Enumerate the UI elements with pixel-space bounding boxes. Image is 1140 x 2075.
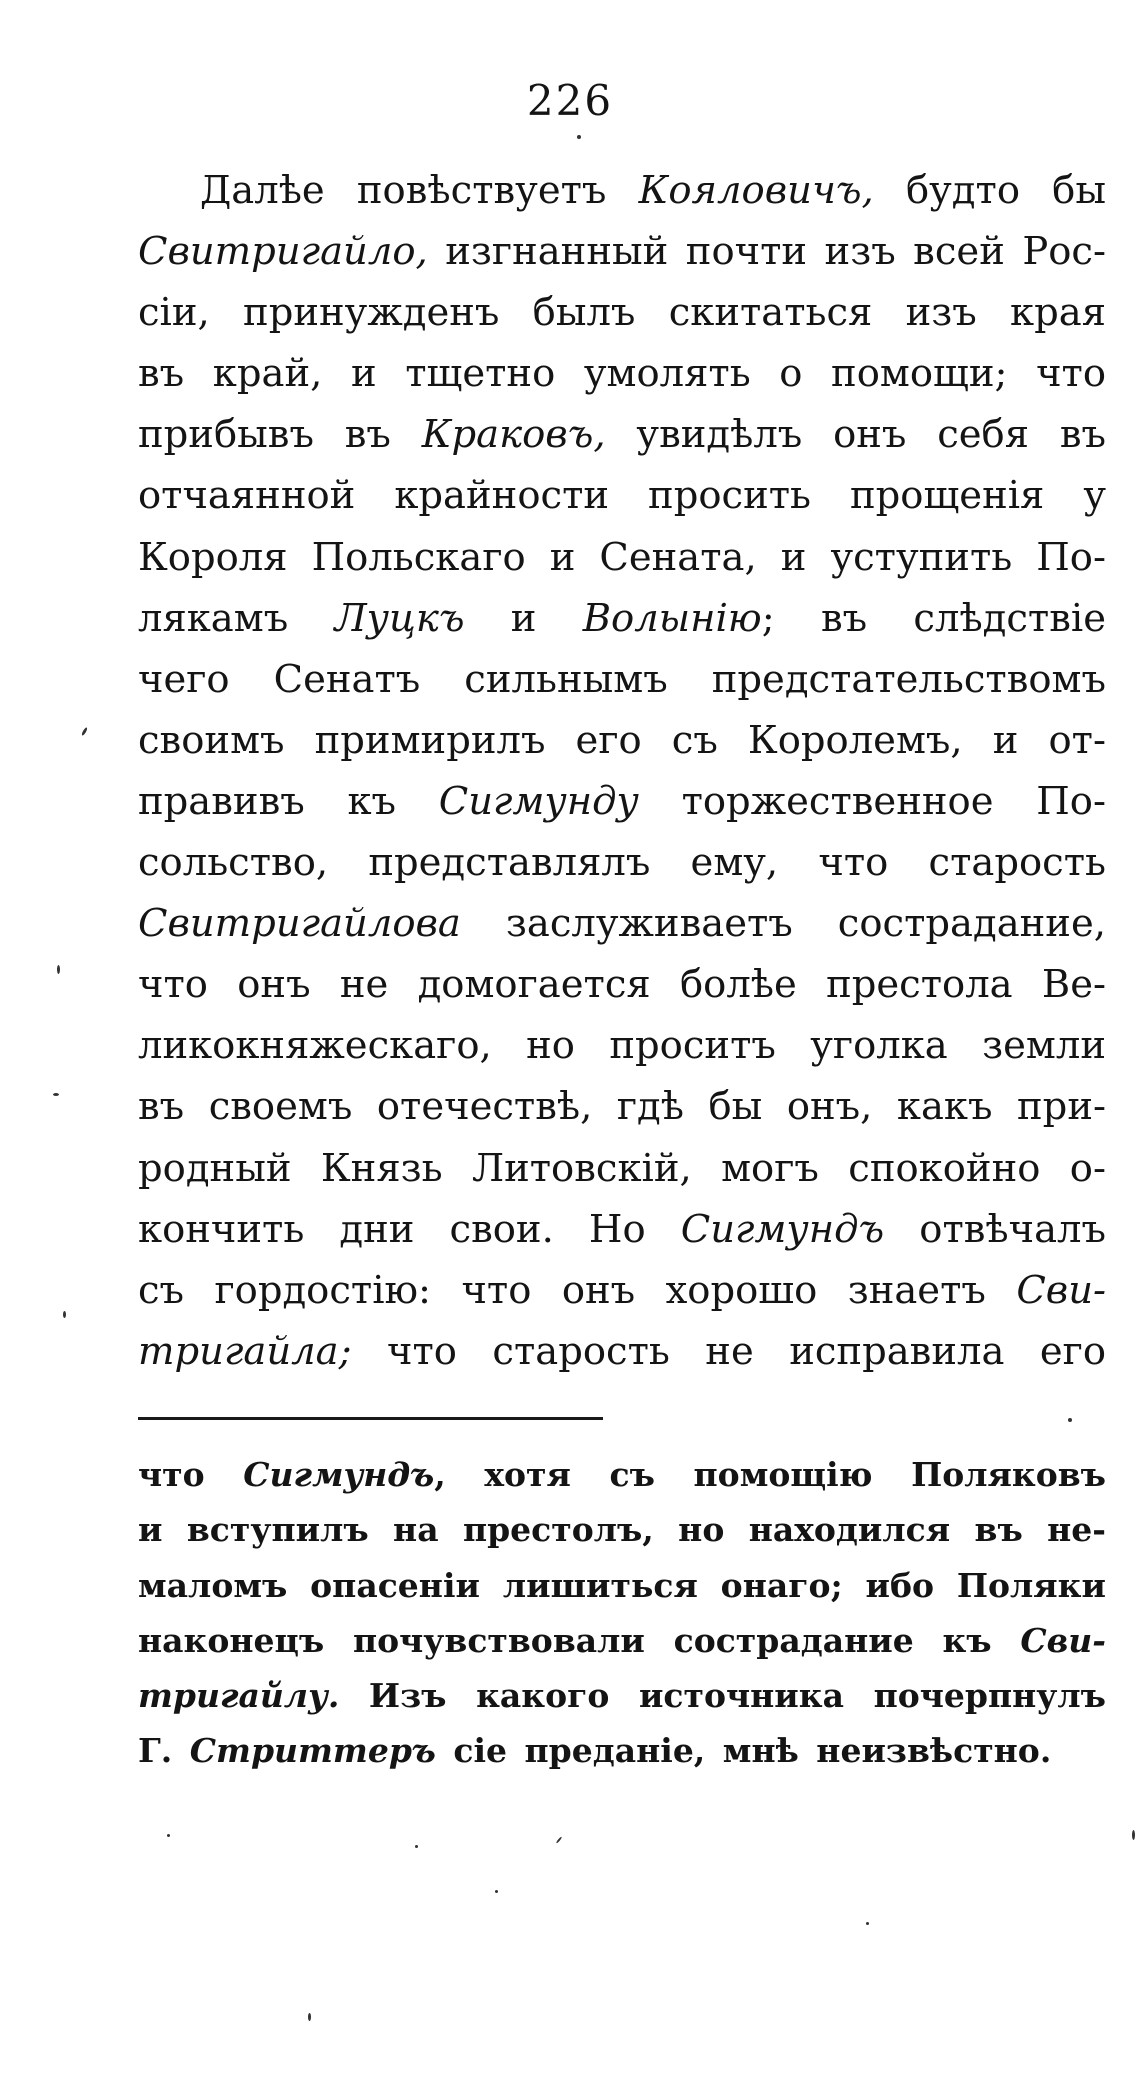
text-run: отчаянной крайности просить прощенія у <box>138 473 1106 519</box>
body-line <box>138 1076 1106 1137</box>
text-run: своимъ примирилъ его съ Королемъ, и от- <box>138 717 1106 763</box>
body-line <box>138 1321 1106 1382</box>
text-run: что <box>138 1455 244 1494</box>
footnote-line <box>138 1558 1106 1613</box>
body-line <box>138 832 1106 893</box>
text-run: Далѣе повѣствуетъ <box>200 168 639 213</box>
body-line <box>138 893 1106 954</box>
body-line <box>138 588 1106 649</box>
print-speck <box>495 1890 498 1893</box>
print-speck <box>866 1922 869 1925</box>
text-run: Г. <box>138 1731 190 1771</box>
text-run: сіе преданіе, мнѣ неизвѣстно. <box>435 1731 1052 1771</box>
print-speck <box>308 2013 311 2021</box>
body-line <box>138 404 1106 465</box>
footnote-line <box>138 1613 1106 1668</box>
text-run: прибывъ въ <box>138 412 422 458</box>
text-run: наконецъ почувствовали сострадание къ <box>138 1620 1021 1660</box>
body-line <box>138 771 1106 832</box>
body-line <box>138 221 1106 282</box>
italic-name: Сигмунду <box>438 778 639 824</box>
text-run: торжественное По- <box>638 778 1106 824</box>
footnote-line <box>138 1447 1106 1502</box>
text-run: родный Князь Литовскій, могъ спокойно о- <box>138 1145 1106 1191</box>
body-line <box>138 710 1106 771</box>
italic-name: Стриттеръ <box>189 1731 436 1771</box>
print-speck <box>81 727 88 736</box>
italic-name: Сигмундъ <box>243 1455 435 1494</box>
body-line <box>138 527 1106 588</box>
body-line <box>138 649 1106 710</box>
footnote-line <box>138 1502 1106 1557</box>
text-run: въ край, и тщетно умолять о помощи; что <box>138 351 1106 397</box>
text-run: что старость не исправила его <box>351 1328 1106 1374</box>
italic-name: Краковъ, <box>421 412 606 458</box>
text-run: маломъ опасеніи лишиться онаго; ибо Поляки <box>138 1565 1106 1605</box>
body-line <box>138 465 1106 526</box>
body-line <box>138 1199 1106 1260</box>
body-line <box>138 1138 1106 1199</box>
text-run: будто бы <box>873 168 1106 213</box>
text-run: и вступилъ на престолъ, но находился въ не- <box>138 1510 1106 1550</box>
italic-name: Сви- <box>1020 1620 1106 1660</box>
print-speck <box>57 965 60 974</box>
text-run: съ гордостію: что онъ хорошо знаетъ <box>138 1267 1017 1313</box>
main-text <box>138 160 1106 1382</box>
page-number: 226 <box>526 76 614 125</box>
text-run: кончить дни свои. Но <box>138 1206 681 1252</box>
print-speck <box>167 1834 170 1837</box>
italic-name: Свитригайлова <box>138 901 461 947</box>
text-run: чего Сенатъ сильнымъ предстательствомъ <box>138 656 1106 702</box>
body-line <box>138 954 1106 1015</box>
text-run: правивъ къ <box>138 778 439 824</box>
text-run: Изъ какого источника почерпнулъ <box>339 1676 1106 1716</box>
italic-name: Сигмундъ <box>680 1206 885 1252</box>
body-line <box>138 1015 1106 1076</box>
italic-name: Луцкъ <box>334 595 465 641</box>
print-speck <box>1132 1830 1135 1840</box>
italic-name: тригайла; <box>138 1328 352 1374</box>
print-speck <box>415 1845 418 1848</box>
text-run: ликокняжескаго, но проситъ уголка земли <box>138 1023 1106 1069</box>
print-speck <box>63 1311 66 1318</box>
body-line <box>138 160 1106 221</box>
body-line <box>138 1260 1106 1321</box>
footnote <box>138 1447 1106 1779</box>
text-run: заслуживаетъ сострадание, <box>460 901 1106 947</box>
text-run: сіи, принужденъ былъ скитаться изъ края <box>138 290 1106 336</box>
italic-name: Свитригайло, <box>138 229 428 275</box>
italic-name: тригайлу. <box>138 1676 340 1716</box>
text-run: сольство, представлялъ ему, что старость <box>138 840 1106 886</box>
print-speck <box>577 135 581 139</box>
text-run: лякамъ <box>138 595 335 641</box>
italic-name: Кояловичъ, <box>638 168 874 213</box>
body-line <box>138 343 1106 404</box>
text-run: изгнанный почти изъ всей Рос- <box>427 229 1106 275</box>
text-run: и <box>464 595 583 641</box>
print-speck <box>556 1836 563 1843</box>
print-speck <box>1068 1418 1072 1422</box>
footnote-line <box>138 1723 1106 1778</box>
text-run: увидѣлъ онъ себя въ <box>605 412 1106 458</box>
print-speck <box>53 1093 59 1096</box>
italic-name: Волынію <box>582 595 762 641</box>
text-run: что онъ не домогается болѣе престола Ве- <box>138 962 1106 1008</box>
text-run: Короля Польскаго и Сената, и уступить По- <box>138 534 1106 580</box>
italic-name: Сви- <box>1016 1267 1106 1313</box>
body-line <box>138 282 1106 343</box>
footnote-line <box>138 1668 1106 1723</box>
text-run: въ своемъ отечествѣ, гдѣ бы онъ, какъ при- <box>138 1084 1106 1130</box>
text-run: , хотя съ помощію Поляковъ <box>434 1455 1106 1494</box>
text-run: ; въ слѣдствіе <box>761 595 1106 641</box>
text-run: отвѣчалъ <box>884 1206 1106 1252</box>
footnote-rule <box>138 1417 603 1420</box>
